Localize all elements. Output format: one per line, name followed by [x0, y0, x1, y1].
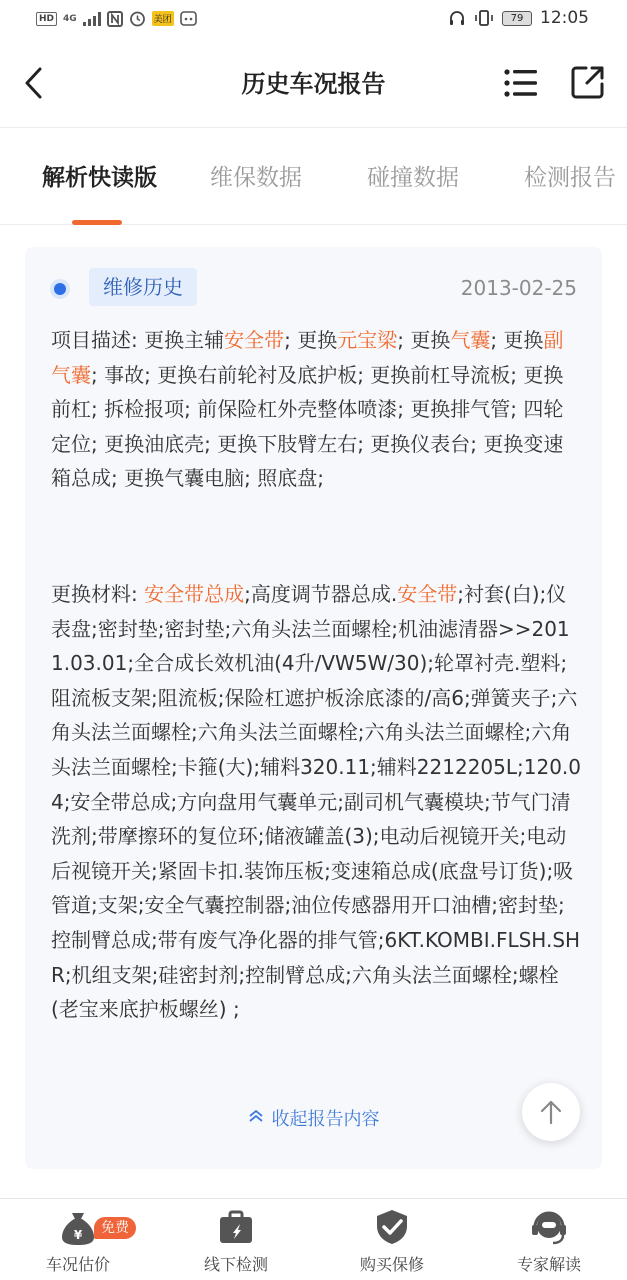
materials-text [51, 582, 581, 1021]
headphone-icon [448, 9, 466, 27]
bottom-nav [0, 1198, 627, 1280]
active-tab-indicator [72, 220, 122, 225]
tab-quick-read[interactable]: 解析快读版 [42, 165, 157, 191]
status-bar [0, 0, 627, 40]
battery-icon: 79 [502, 11, 532, 26]
alarm-icon [129, 10, 146, 27]
nav-label-valuation: 车况估价 [45, 1255, 110, 1274]
project-description [51, 323, 581, 496]
shield-check-icon [372, 1207, 412, 1247]
record-date: 2013-02-25 [460, 276, 577, 300]
description-segment: ; 事故; 更换右前轮衬及底护板; 更换前杠导流板; 更换前杠; 拆检报项; 前保险杠外壳整体喷漆; 更换排气管; 四轮定位; 更换油底壳; 更换下肢臂左右; 更换仪表台; 更换变速箱总成; 更换气囊电脑; 照底盘; [51, 362, 564, 491]
nav-expert-interpretation[interactable] [479, 1207, 619, 1275]
description-text [51, 328, 563, 490]
nav-label-warranty: 购买保修 [359, 1255, 424, 1274]
nav-label-expert: 专家解读 [516, 1255, 581, 1274]
tab-maintenance-data[interactable]: 维保数据 [210, 165, 302, 191]
app-badge-icon: 美团 [152, 11, 174, 26]
materials-highlight: 安全带 [397, 582, 458, 606]
record-type-tag: 维修历史 [89, 268, 197, 306]
signal-icon [83, 12, 101, 26]
description-segment: ; 更换 [490, 328, 544, 352]
description-segment: ; 更换 [397, 328, 451, 352]
description-segment: ; 更换 [284, 328, 338, 352]
description-label: 项目描述: [51, 328, 145, 352]
replaced-materials [51, 577, 581, 1027]
app-header [0, 40, 627, 128]
nav-buy-warranty[interactable] [322, 1207, 462, 1275]
chevron-up-double-icon [248, 1109, 264, 1123]
description-segment: 更换主辅 [144, 328, 225, 352]
description-highlight: 副气囊 [51, 328, 564, 387]
status-time: 12:05 [540, 8, 589, 28]
nfc-icon [107, 11, 123, 27]
nav-offline-inspection[interactable] [166, 1207, 306, 1275]
description-highlight: 安全带 [224, 328, 285, 352]
tab-inspection-report[interactable]: 检测报告 [524, 165, 616, 191]
page-title: 历史车况报告 [241, 70, 386, 98]
money-bag-icon [58, 1207, 98, 1247]
status-right-icons [448, 8, 589, 28]
back-to-top-button[interactable] [522, 1083, 580, 1141]
network-label: 4G [63, 13, 77, 24]
list-icon[interactable] [503, 66, 539, 100]
android-icon [180, 10, 197, 27]
arrow-up-icon [522, 1083, 580, 1141]
nav-vehicle-valuation[interactable] [8, 1207, 148, 1275]
materials-segment: ;高度调节器总成. [244, 582, 398, 606]
free-badge: 免费 [94, 1217, 136, 1239]
tab-collision-data[interactable]: 碰撞数据 [367, 165, 459, 191]
materials-segment: ;衬套(白);仪表盘;密封垫;密封垫;六角头法兰面螺栓;机油滤清器>>2011.03.01;全合成长效机油(4升/VW5W/30);轮罩衬壳.塑料;阻流板支架;阻流板;保险杠遮护板涂底漆的/高6;弹簧夹子;六角头法兰面螺栓;六角头法兰面螺栓;六角头法兰面螺栓;六角头法兰面螺栓;卡箍(大);辅料320.11;辅料2212205L;120.04;安全带总成;方向盘用气囊单元;副司机气囊模块;节气门清洗剂;带摩擦环的复位环;储液罐盖(3);电动后视镜开关;电动后视镜开关;紧固卡扣.装饰压板;变速箱总成(底盘号订货);吸管道;支架;安全气囊控制器;油位传感器用开口油槽;密封垫;控制臂总成;带有废气净化器的排气管;6KT.KOMBI.FLSH.SHR;机组支架;硅密封剂;控制臂总成;六角头法兰面螺栓;螺栓(老宝来底护板螺丝) ; [51, 582, 582, 1022]
tab-bar [0, 129, 627, 225]
svg-text:¥: ¥ [73, 1228, 83, 1242]
hd-icon: HD [36, 12, 57, 26]
record-card [25, 247, 602, 1169]
nav-label-inspection: 线下检测 [203, 1255, 268, 1274]
timeline-dot [54, 283, 66, 295]
headset-icon [529, 1207, 569, 1247]
collapse-report-link[interactable] [25, 1105, 602, 1131]
toolbox-icon [216, 1207, 256, 1247]
description-highlight: 元宝梁 [337, 328, 398, 352]
share-icon[interactable] [570, 64, 606, 100]
description-highlight: 气囊 [450, 328, 491, 352]
status-left-icons [36, 10, 197, 27]
materials-highlight: 安全带总成 [144, 582, 245, 606]
vibrate-icon [474, 9, 494, 27]
collapse-label: 收起报告内容 [271, 1109, 380, 1130]
materials-label: 更换材料: [51, 582, 145, 606]
